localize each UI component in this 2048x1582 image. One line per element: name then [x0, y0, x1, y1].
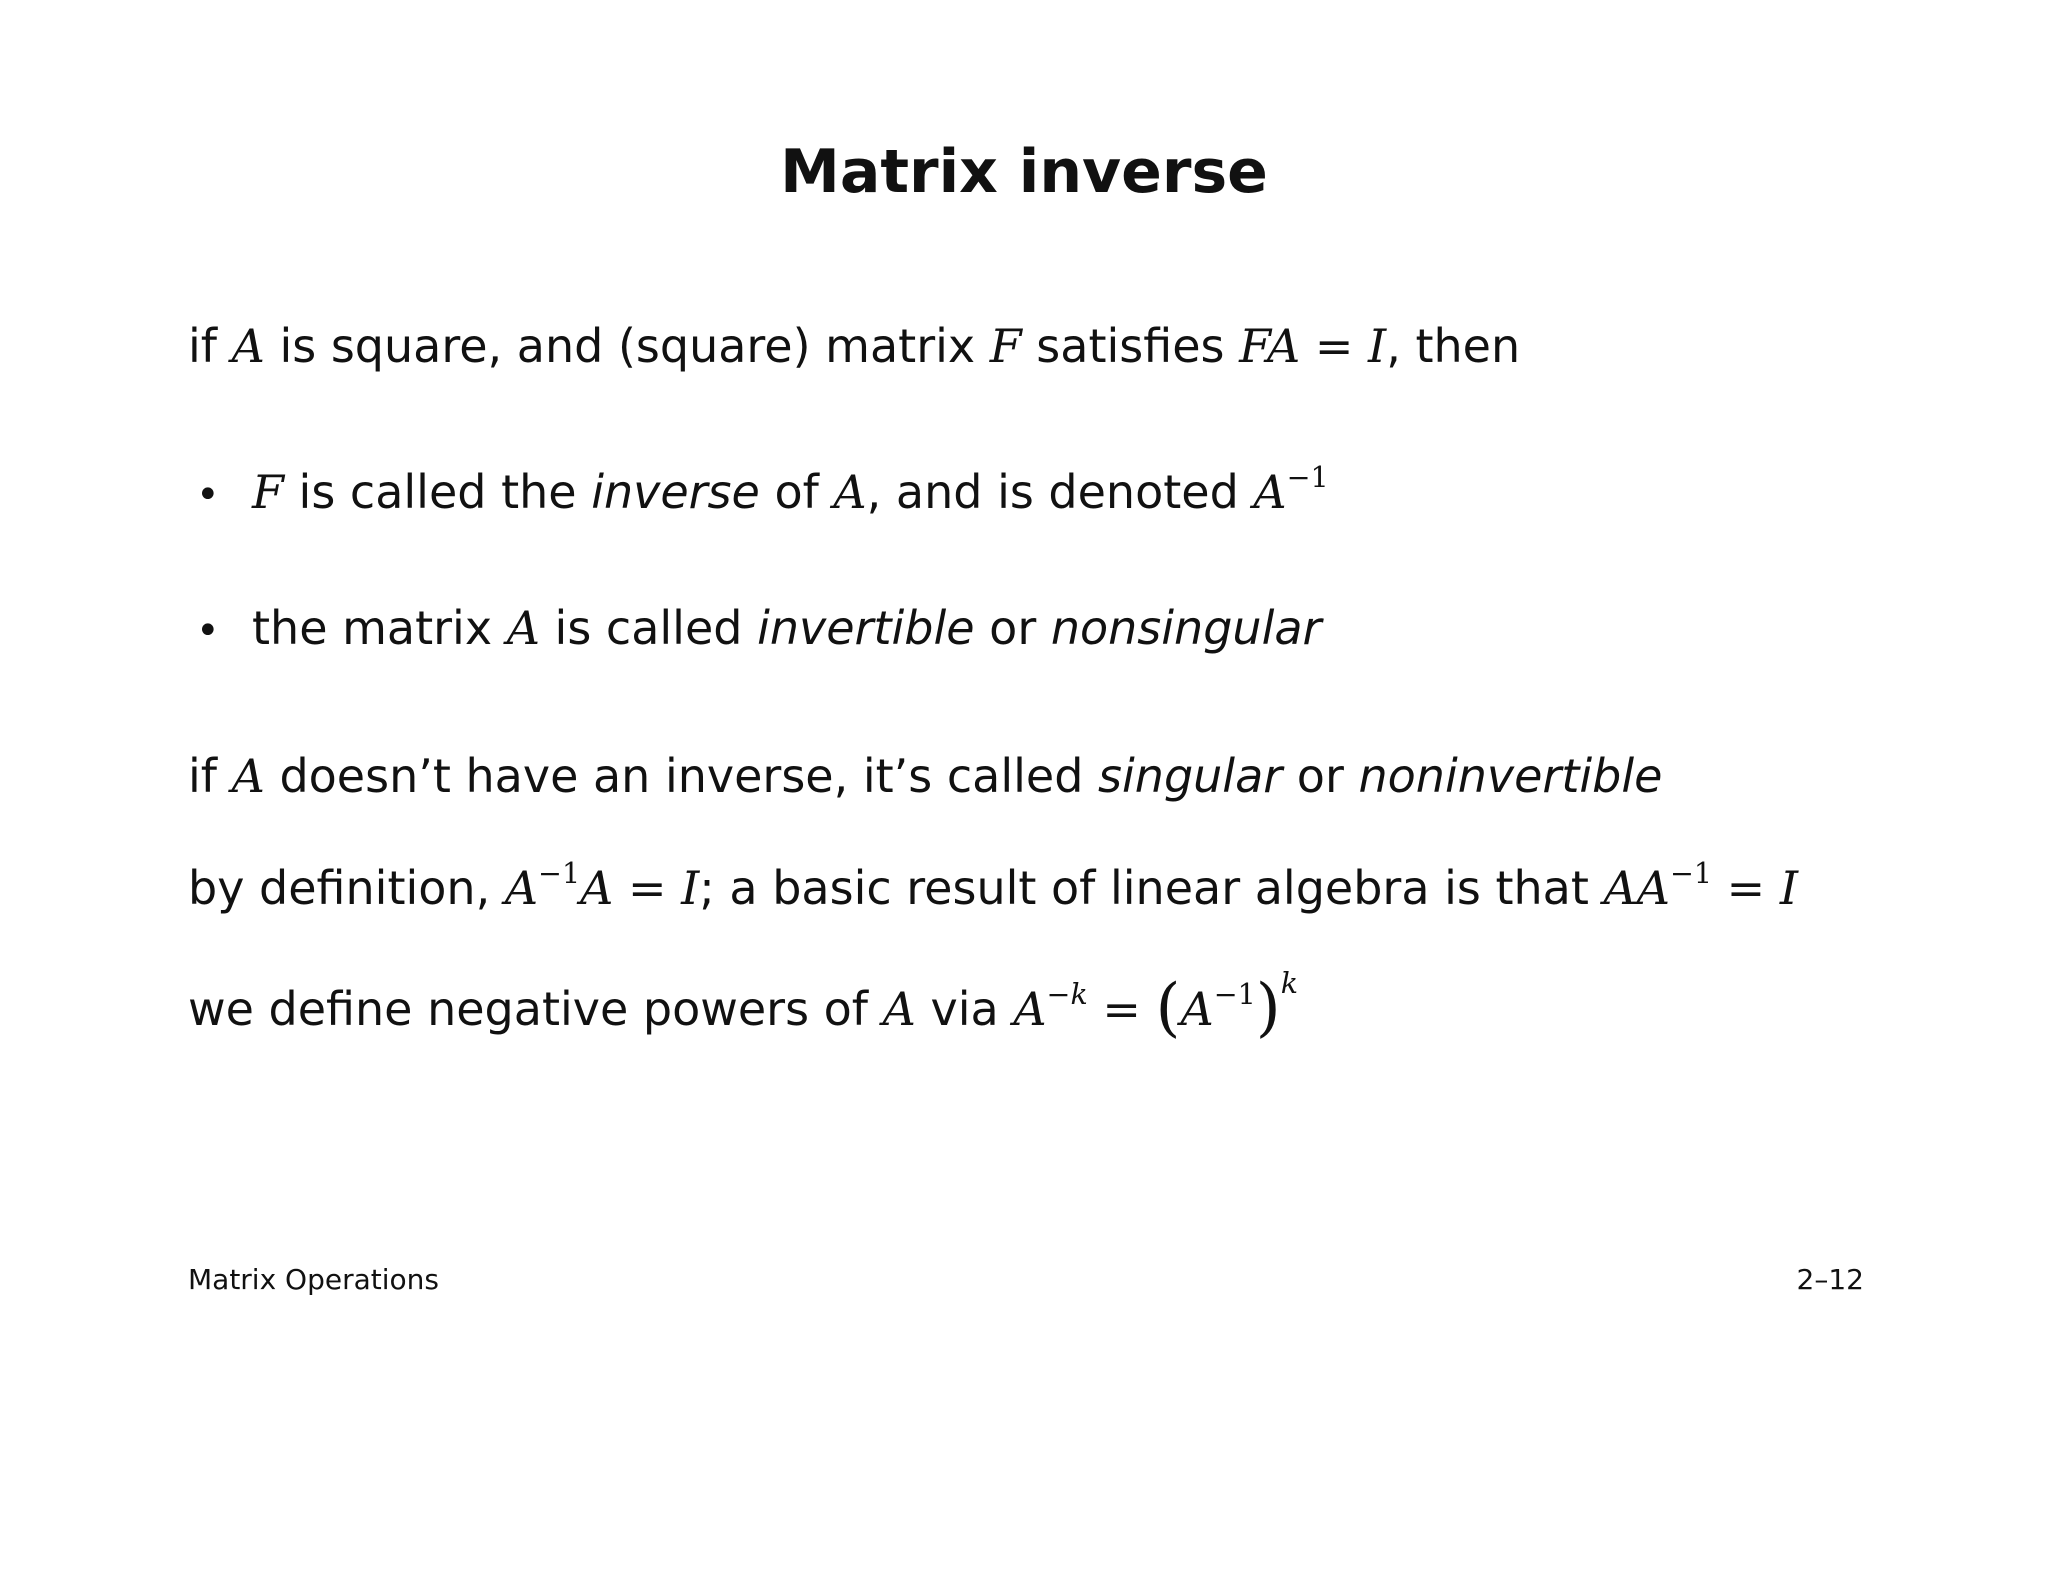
math-symbol: I	[1779, 861, 1798, 915]
text: if	[188, 319, 232, 373]
text: if	[188, 749, 232, 803]
text: ; a basic result of linear algebra is that	[699, 861, 1604, 915]
emphasis: inverse	[591, 465, 760, 519]
emphasis: noninvertible	[1358, 749, 1663, 803]
math-symbol: A	[1180, 982, 1214, 1036]
equals-sign: =	[1087, 982, 1156, 1036]
math-symbol: AA	[1603, 861, 1670, 915]
text: is called the	[283, 465, 592, 519]
math-symbol: A	[231, 749, 265, 803]
math-symbol: FA	[1239, 319, 1301, 373]
superscript: −k	[1046, 978, 1088, 1012]
text: via	[915, 982, 1014, 1036]
text: doesn’t have an inverse, it’s called	[264, 749, 1099, 803]
equals-sign: =	[1712, 861, 1780, 915]
math-symbol: F	[989, 319, 1022, 373]
math-symbol: A	[1253, 465, 1287, 519]
math-symbol: I	[681, 861, 700, 915]
bullet-item-inverse	[196, 462, 1329, 525]
text: satisfies	[1021, 319, 1240, 373]
emphasis: singular	[1098, 749, 1283, 803]
left-paren: (	[1155, 971, 1181, 1045]
singular-line	[188, 746, 1662, 806]
math-symbol: A	[506, 601, 540, 655]
math-symbol: A	[1013, 982, 1047, 1036]
text: is square, and (square) matrix	[264, 319, 990, 373]
math-symbol: A	[504, 861, 539, 915]
text: of	[759, 465, 834, 519]
text: we define negative powers of	[188, 982, 883, 1036]
bullet-icon: •	[196, 608, 220, 654]
superscript: −1	[1213, 978, 1256, 1012]
text: is called	[539, 601, 758, 655]
math-symbol: I	[1368, 319, 1387, 373]
math-symbol: A	[231, 319, 265, 373]
emphasis: nonsingular	[1050, 601, 1322, 655]
text: by definition,	[188, 861, 505, 915]
text: , then	[1386, 319, 1521, 373]
bullet-icon: •	[196, 472, 220, 518]
emphasis: invertible	[757, 601, 975, 655]
definition-line	[188, 316, 1520, 376]
text: the matrix	[252, 601, 507, 655]
equals-sign: =	[1300, 319, 1369, 373]
math-symbol: A	[580, 861, 614, 915]
superscript: k	[1280, 967, 1299, 1000]
text: , and is denoted	[866, 465, 1254, 519]
math-symbol: F	[252, 465, 284, 519]
definition-result-line	[188, 858, 1798, 918]
equals-sign: =	[613, 861, 682, 915]
text: or	[974, 601, 1051, 655]
bullet-item-invertible	[196, 598, 1321, 661]
page-title: Matrix inverse	[780, 137, 1268, 207]
superscript: −1	[1669, 857, 1713, 891]
math-symbol: A	[833, 465, 867, 519]
text: or	[1282, 749, 1359, 803]
negative-powers-line	[188, 967, 1299, 1045]
math-symbol: A	[882, 982, 916, 1036]
footer-page-number: 2–12	[1796, 1263, 1864, 1296]
right-paren: )	[1255, 971, 1281, 1045]
superscript: −1	[1286, 461, 1329, 495]
footer-section-title: Matrix Operations	[188, 1263, 439, 1296]
superscript: −1	[538, 857, 581, 891]
